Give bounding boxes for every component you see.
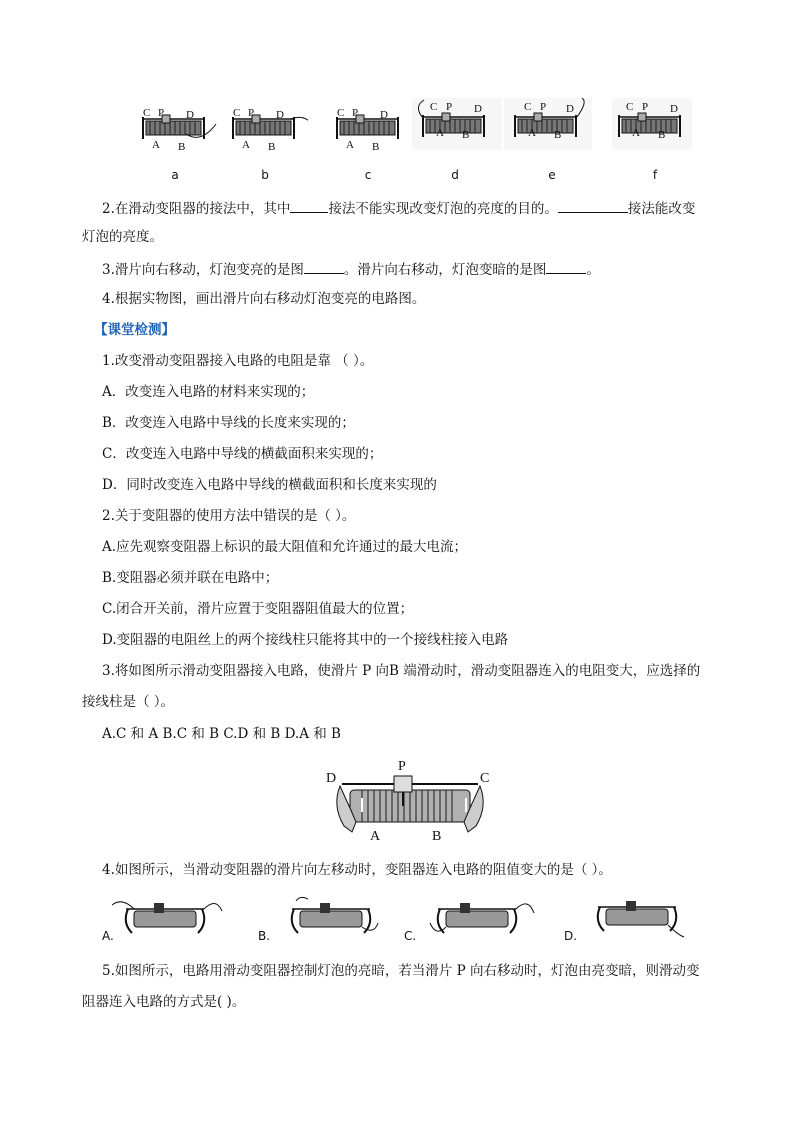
question-3 — [102, 259, 600, 279]
label-p: P — [398, 759, 406, 774]
label-c: C — [524, 101, 532, 113]
caption-e: e — [548, 168, 556, 182]
answer-blank[interactable] — [290, 198, 328, 213]
label-c: C — [430, 101, 438, 113]
q2-text-2: 接法不能实现改变灯泡的亮度的目的。 — [328, 201, 558, 217]
c1-option-c: C．改变连入电路中导线的横截面积来实现的； — [102, 446, 383, 462]
label-c: C — [626, 101, 634, 113]
label-d: D — [380, 109, 388, 121]
label-c: C — [337, 107, 345, 119]
label-b: B — [554, 129, 562, 141]
label-a: A — [632, 127, 640, 139]
caption-c: c — [364, 168, 372, 182]
q3-text-1: 3.滑片向右移动，灯泡变亮的是图 — [102, 262, 304, 278]
c2-option-b: B.变阻器必须并联在电路中； — [102, 570, 279, 586]
c1-option-b: B．改变连入电路中导线的长度来实现的； — [102, 415, 355, 431]
c4-option-c-figure — [424, 893, 536, 939]
label-p: P — [446, 101, 453, 113]
c1-stem: 1.改变滑动变阻器接入电路的电阻是靠 （ ）。 — [102, 353, 374, 369]
c4-choice-a[interactable]: A. — [102, 929, 114, 943]
c4-choice-d[interactable]: D. — [564, 929, 578, 943]
label-d: D — [474, 103, 482, 115]
caption-d: d — [451, 168, 459, 182]
c2-option-d: D.变阻器的电阻丝上的两个接线柱只能将其中的一个接线柱接入电路 — [102, 632, 509, 648]
c4-choice-b[interactable]: B. — [258, 929, 271, 943]
label-p: P — [352, 107, 359, 119]
rheostat-f-figure — [612, 98, 692, 150]
c2-option-a: A.应先观察变阻器上标识的最大阻值和允许通过的最大电流； — [102, 539, 468, 555]
label-p: P — [158, 107, 165, 119]
label-a: A — [370, 829, 381, 844]
label-b: B — [432, 829, 442, 844]
c3-stem-2: 接线柱是（ ）。 — [82, 694, 175, 710]
c1-option-d: D．同时改变连入电路中导线的横截面积和长度来实现的 — [102, 477, 437, 493]
label-a: A — [528, 127, 536, 139]
c3-stem-1: 3.将如图所示滑动变阻器接入电路，使滑片 P 向B 端滑动时，滑动变阻器连入的电阻变大，应选择的 — [102, 663, 701, 679]
label-d: D — [670, 103, 678, 115]
label-p: P — [248, 107, 255, 119]
label-c: C — [480, 771, 490, 786]
label-d: D — [186, 109, 194, 121]
label-p: P — [642, 101, 649, 113]
question-2 — [102, 198, 695, 218]
section-title: 【课堂检测】 — [94, 322, 175, 338]
answer-blank[interactable] — [304, 259, 344, 274]
q2-text-4: 灯泡的亮度。 — [82, 229, 163, 245]
c4-option-d-figure — [584, 891, 694, 939]
rheostat-d-figure — [412, 98, 502, 150]
rheostat-large-figure — [322, 758, 498, 844]
label-a: A — [242, 139, 250, 151]
label-c: C — [143, 107, 151, 119]
label-a: A — [436, 127, 444, 139]
c4-choice-c[interactable]: C. — [404, 929, 417, 943]
question-4: 4.根据实物图，画出滑片向右移动灯泡变亮的电路图。 — [102, 291, 426, 307]
rheostat-b-figure — [228, 104, 308, 154]
caption-b: b — [261, 168, 269, 182]
label-b: B — [178, 141, 186, 153]
label-b: B — [462, 129, 470, 141]
label-p: P — [540, 101, 547, 113]
c4-option-a-figure — [112, 893, 224, 939]
c5-stem-2: 阻器连入电路的方式是( )。 — [82, 994, 246, 1010]
label-d: D — [326, 771, 337, 786]
rheostat-c-figure — [332, 104, 412, 154]
rheostat-a-figure — [138, 104, 218, 154]
q3-text-3: 。 — [586, 262, 600, 278]
q2-text-1: 2.在滑动变阻器的接法中，其中 — [102, 201, 291, 217]
label-b: B — [658, 129, 666, 141]
c2-stem: 2.关于变阻器的使用方法中错误的是（ ）。 — [102, 508, 356, 524]
rheostat-e-figure — [504, 98, 592, 150]
caption-a: a — [171, 168, 179, 182]
label-b: B — [372, 141, 380, 153]
c5-stem-1: 5.如图所示，电路用滑动变阻器控制灯泡的亮暗，若当滑片 P 向右移动时，灯泡由亮变暗，则滑动变 — [102, 963, 700, 979]
answer-blank[interactable] — [546, 259, 586, 274]
c4-option-b-figure — [278, 893, 386, 939]
c1-option-a: A．改变连入电路的材料来实现的； — [102, 384, 315, 400]
label-b: B — [268, 141, 276, 153]
label-a: A — [152, 139, 160, 151]
answer-blank[interactable] — [558, 198, 628, 213]
c2-option-c: C.闭合开关前，滑片应置于变阻器阻值最大的位置； — [102, 601, 414, 617]
label-c: C — [233, 107, 241, 119]
caption-f: f — [652, 168, 658, 182]
label-a: A — [346, 139, 354, 151]
label-d: D — [276, 109, 284, 121]
c4-stem: 4.如图所示，当滑动变阻器的滑片向左移动时，变阻器连入电路的阻值变大的是（ ）。 — [102, 862, 612, 878]
c3-options: A.C 和 A B.C 和 B C.D 和 B D.A 和 B — [102, 726, 341, 742]
q2-text-3: 接法能改变 — [627, 201, 696, 217]
label-d: D — [566, 103, 574, 115]
q3-text-2: 。滑片向右移动，灯泡变暗的是图 — [343, 262, 547, 278]
